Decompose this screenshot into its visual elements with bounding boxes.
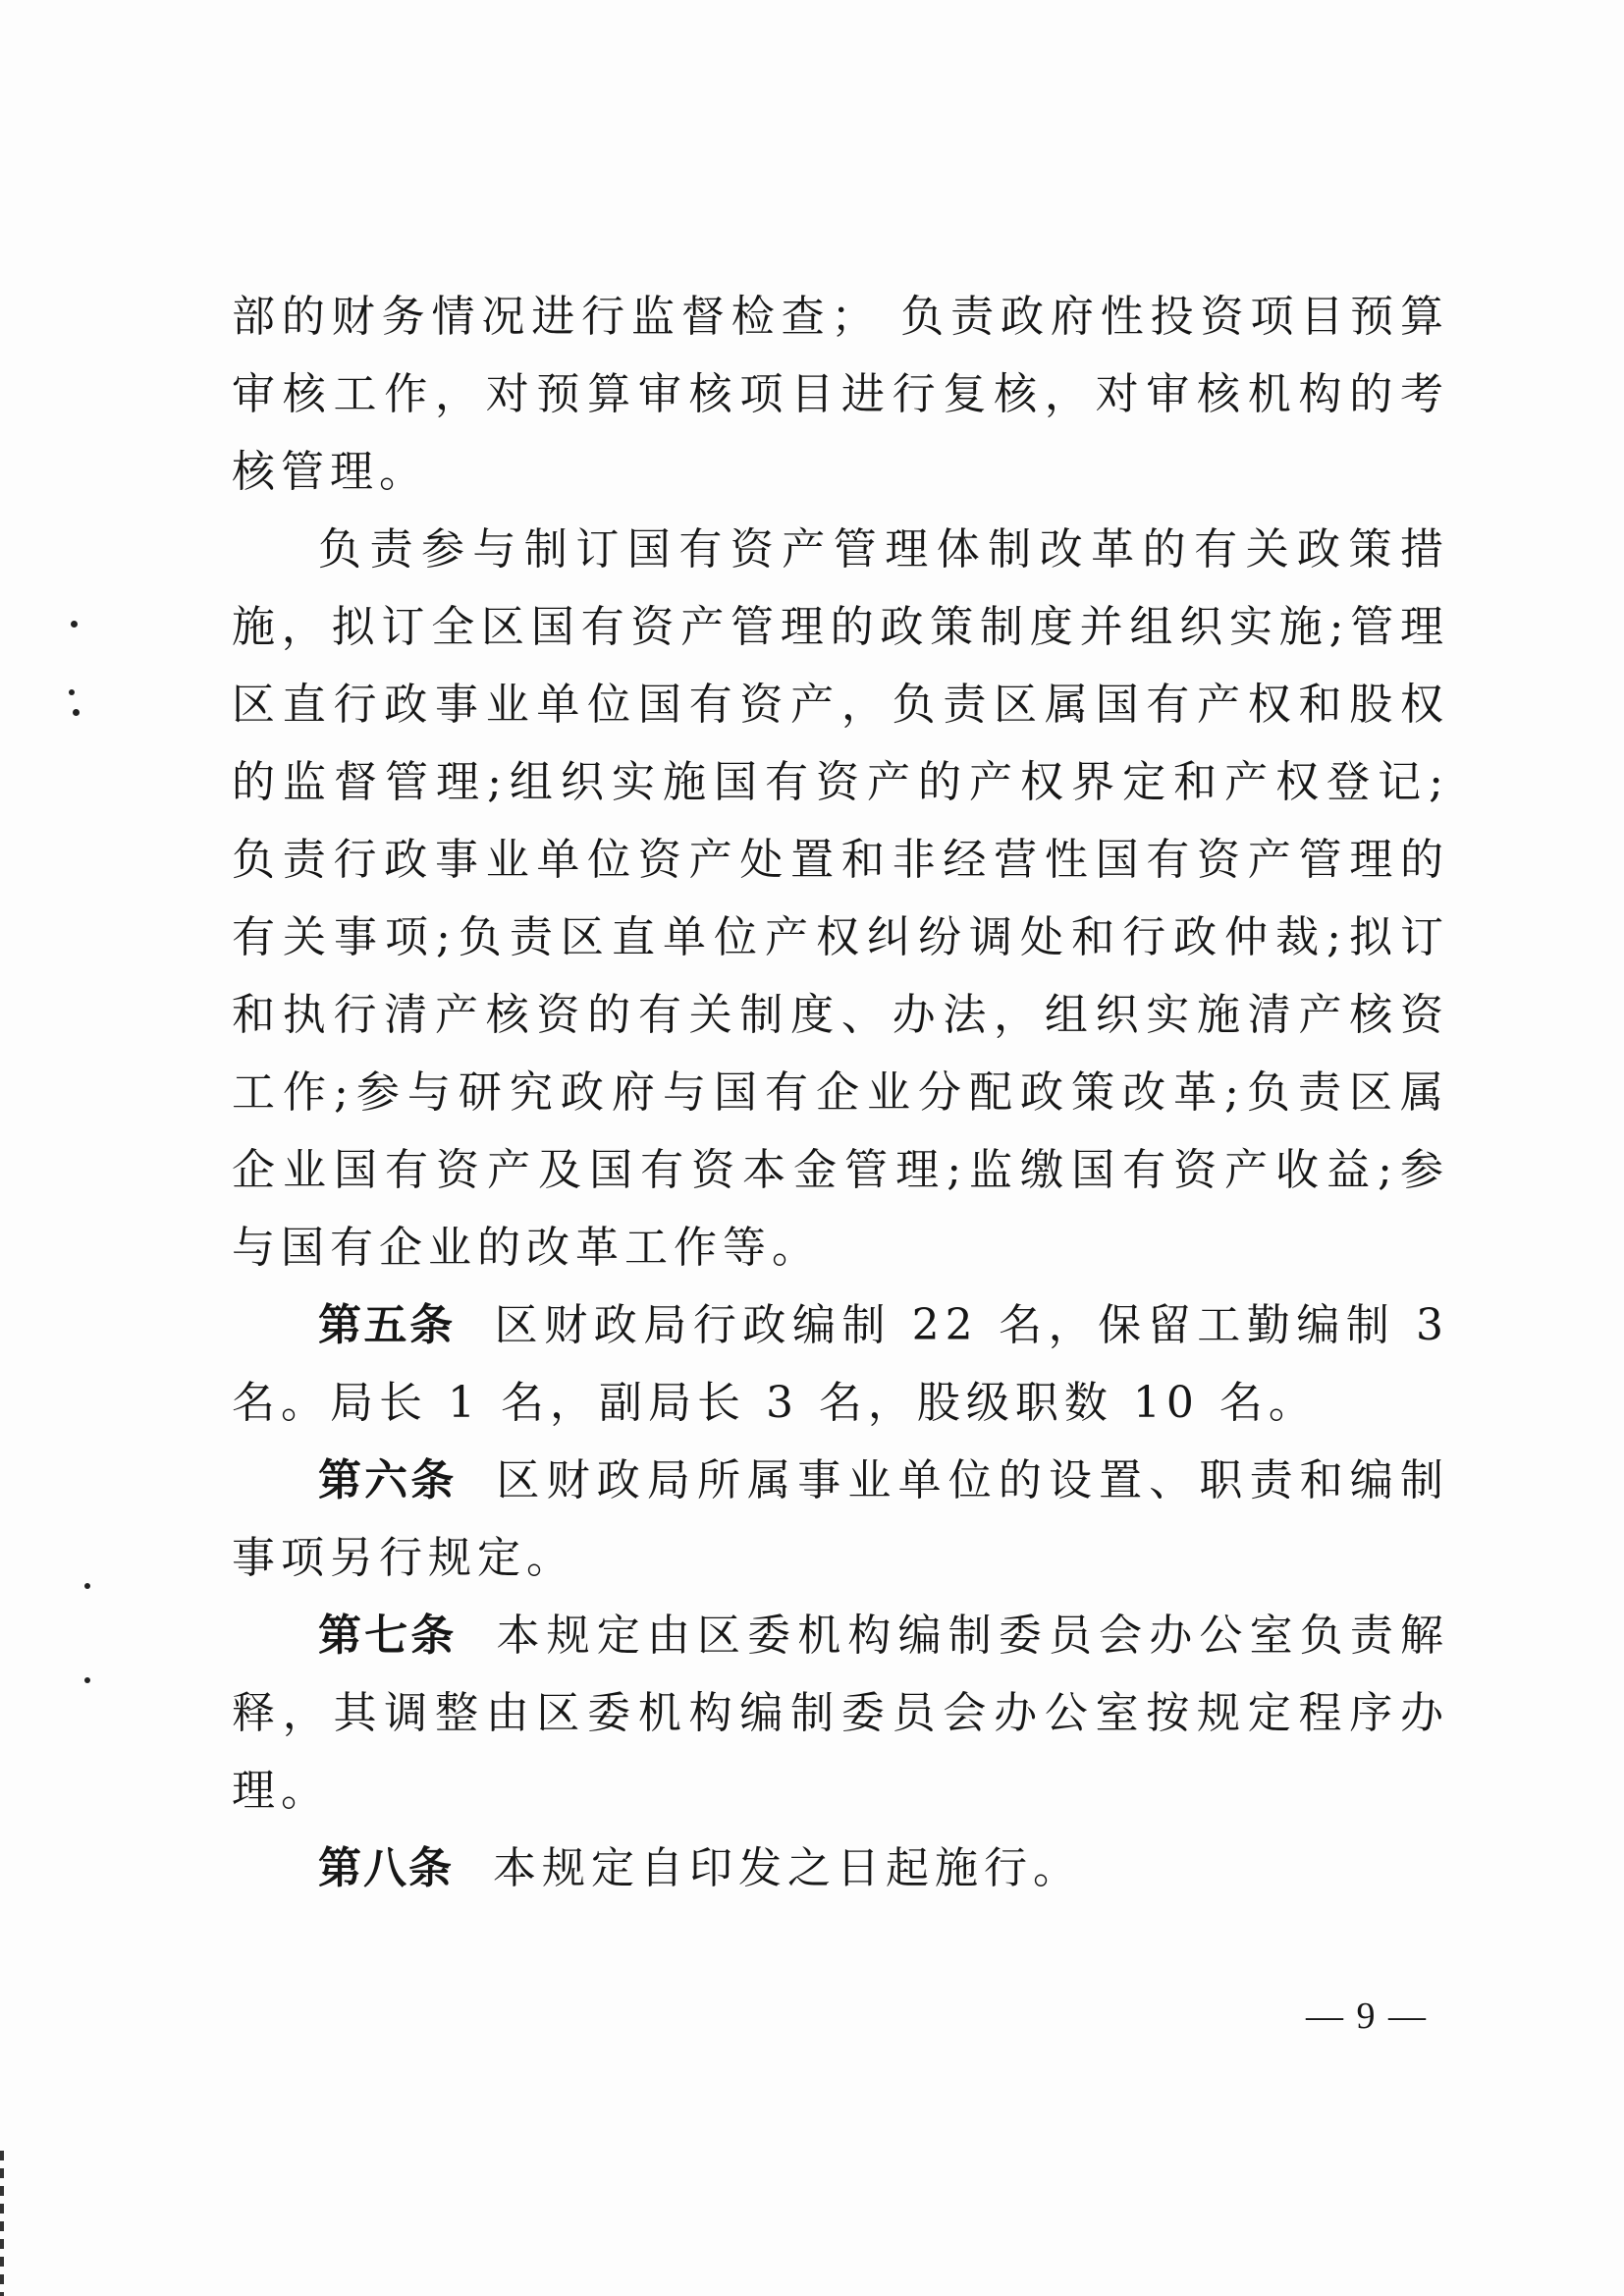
article-6-heading: 第六条 [318,1455,458,1505]
article-5 [232,1286,1449,1442]
article-5-heading: 第五条 [318,1300,456,1350]
paragraph-1 [232,278,1449,511]
article-7 [232,1597,1449,1830]
article-5-text: 区财政局行政编制 22 名，保留工勤编制 3 名。局长 1 名，副局长 3 名，股级职数 10 名。 [232,1300,1450,1428]
scan-speck [71,621,78,628]
document-body [232,278,1449,1907]
article-8-heading: 第八条 [318,1843,454,1893]
paragraph-2 [232,511,1449,1286]
article-6-text: 区财政局所属事业单位的设置、职责和编制事项另行规定。 [232,1455,1450,1583]
article-7-heading: 第七条 [318,1611,458,1661]
scan-edge-marks [0,2151,4,2296]
scan-speck [84,1677,90,1683]
paragraph-2-text: 负责参与制订国有资产管理体制改革的有关政策措施，拟订全区国有资产管理的政策制度并组织实施;管理区直行政事业单位国有资产，负责区属国有产权和股权的监督管理;组织实施国有资产的产权界定和产权登记;负责行政事业单位资产处置和非经营性国有资产管理的有关事项;负责区直单位产权纠纷调处和行政仲裁;拟订和执行清产核资的有关制度、办法，组织实施清产核资工作;参与研究政府与国有企业分配政策改革;负责区属企业国有资产及国有资本金管理;监缴国有资产收益;参与国有企业的改革工作等。 [232,524,1449,1273]
article-7-text: 本规定由区委机构编制委员会办公室负责解释，其调整由区委机构编制委员会办公室按规定程序办理。 [232,1611,1450,1816]
scan-speck [69,689,75,695]
article-8 [232,1830,1449,1907]
scan-speck [73,709,80,716]
page-number: — 9 — [1306,1995,1428,2037]
article-6 [232,1442,1449,1597]
scan-speck [84,1583,90,1589]
article-8-text: 本规定自印发之日起施行。 [493,1843,1082,1893]
paragraph-1-text: 部的财务情况进行监督检查； 负责政府性投资项目预算审核工作，对预算审核项目进行复核，对审核机构的考核管理。 [232,292,1449,497]
